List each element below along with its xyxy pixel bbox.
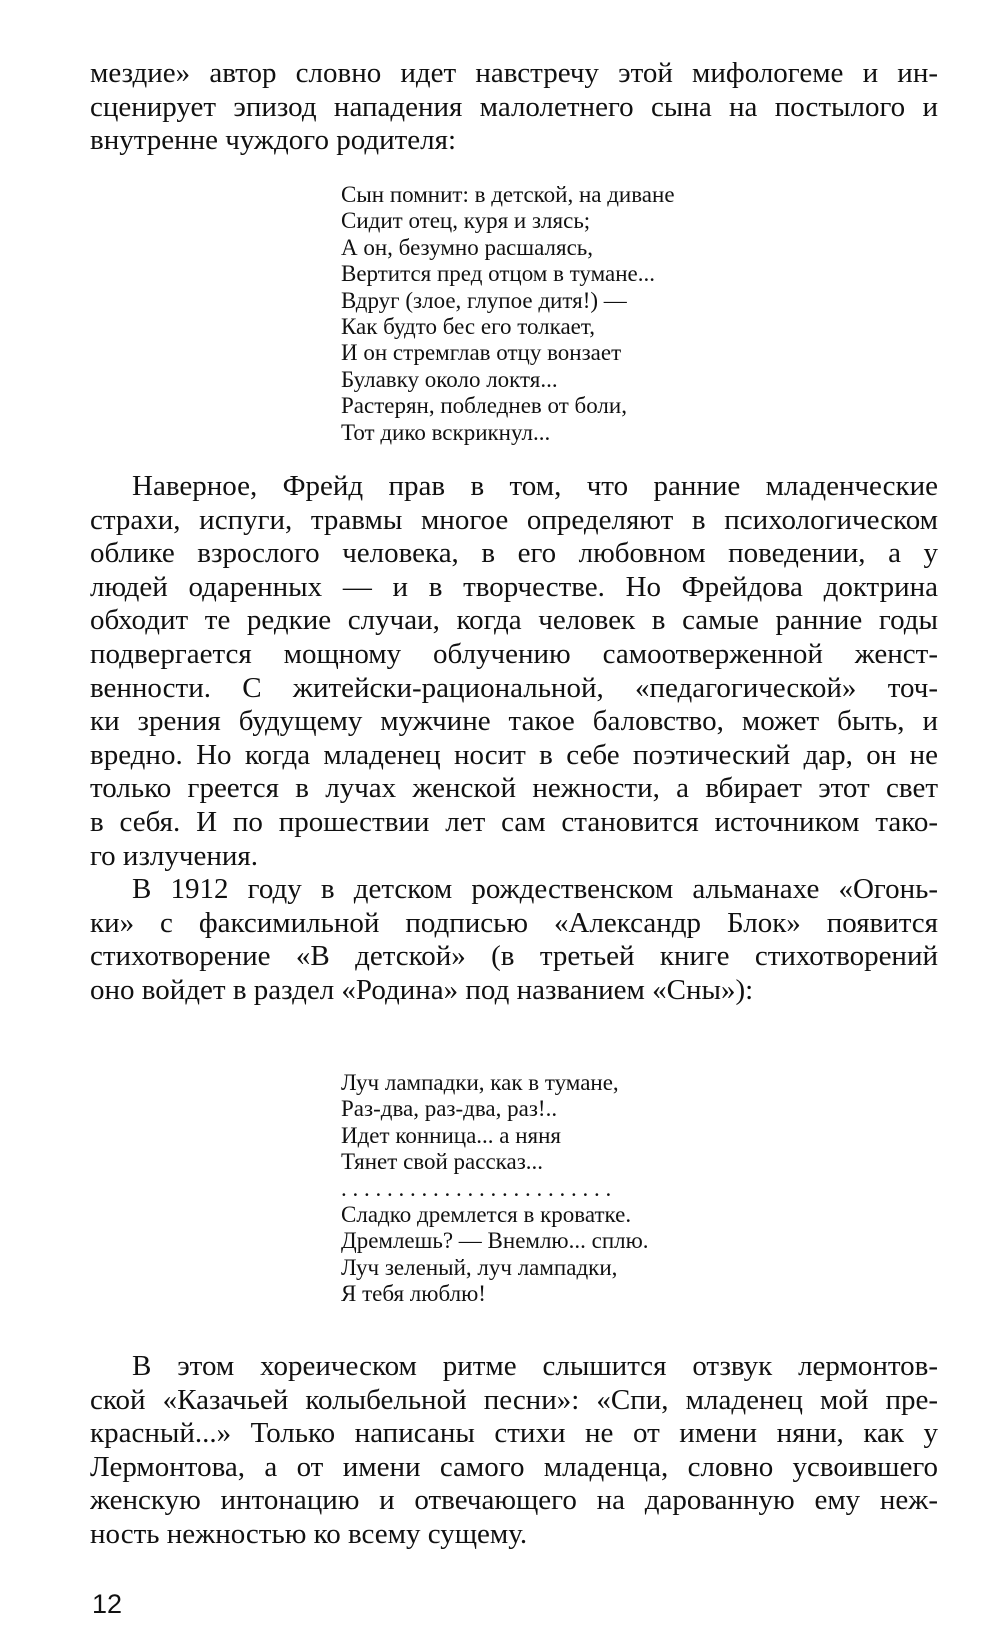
verse-ellipsis-divider: . . . . . . . . . . . . . . . . . . . . . . . . — [341, 1175, 612, 1201]
verse-line: Булавку около локтя... — [341, 366, 558, 392]
verse-line: Раз-два, раз-два, раз!.. — [341, 1096, 558, 1122]
text-line: красный...» Только написаны стихи не от имени няни, как у — [90, 1417, 938, 1450]
text-line: вредно. Но когда младенец носит в себе поэтический дар, он не — [90, 738, 938, 771]
paragraph-intro — [90, 57, 938, 158]
text-line: в себя. И по прошествии лет сам становится источником тако- — [90, 805, 938, 838]
text-line: людей одаренных — и в творчестве. Но Фрейдова доктрина — [90, 570, 938, 603]
text-line: ки» с факсимильной подписью «Александр Блок» появится — [90, 906, 938, 939]
text-line: В 1912 году в детском рождественском альманахе «Огонь- — [132, 873, 938, 905]
text-line: В этом хореическом ритме слышится отзвук лермонтов- — [132, 1350, 938, 1382]
verse-line: Сладко дремлется в кроватке. — [341, 1202, 632, 1228]
verse-line: Тянет свой рассказ... — [341, 1149, 544, 1175]
paragraph-1912 — [90, 873, 938, 1007]
text-line: мездие» автор словно идет навстречу этой мифологеме и ин- — [90, 57, 938, 89]
verse-line: А он, безумно расшалясь, — [341, 234, 594, 260]
poem-in-nursery — [341, 1070, 649, 1308]
text-line: ской «Казачьей колыбельной песни»: «Спи, младенец мой пре- — [90, 1383, 938, 1416]
verse-line: Луч лампадки, как в тумане, — [341, 1070, 619, 1095]
text-line: ки зрения будущему мужчине такое баловство, может быть, и — [90, 705, 938, 738]
verse-line: Сидит отец, куря и злясь; — [341, 208, 591, 234]
poem-son-remembers — [341, 182, 675, 446]
paragraph-freud — [90, 470, 938, 873]
page-number: 12 — [92, 1589, 123, 1619]
verse-line: И он стремглав отцу вонзает — [341, 340, 622, 366]
verse-line: Дремлешь? — Внемлю... сплю. — [341, 1228, 649, 1254]
text-line: подвергается мощному облучению самоотверженной женст- — [90, 637, 938, 670]
text-line: внутренне чуждого родителя: — [90, 124, 457, 157]
verse-line: Я тебя люблю! — [341, 1281, 486, 1307]
text-line: оно войдет в раздел «Родина» под названием «Сны»): — [90, 973, 754, 1006]
text-line: го излучения. — [90, 839, 258, 872]
verse-line: Растерян, побледнев от боли, — [341, 393, 627, 419]
verse-line: Сын помнит: в детской, на диване — [341, 182, 675, 207]
verse-line: Вертится пред отцом в тумане... — [341, 261, 655, 287]
text-line: стихотворение «В детской» (в третьей книге стихотворений — [90, 940, 938, 973]
text-line: облике взрослого человека, в его любовном поведении, а у — [90, 537, 938, 570]
text-line: Наверное, Фрейд прав в том, что ранние младенческие — [132, 470, 938, 502]
verse-line: Тот дико вскрикнул... — [341, 419, 551, 445]
paragraph-final — [90, 1350, 938, 1552]
verse-line: Как будто бес его толкает, — [341, 314, 595, 340]
verse-line: Луч зеленый, луч лампадки, — [341, 1254, 618, 1280]
text-line: сценирует эпизод нападения малолетнего сына на постылого и — [90, 90, 938, 123]
verse-line: Идет конница... а няня — [341, 1122, 562, 1148]
text-line: ность нежностью ко всему сущему. — [90, 1517, 528, 1550]
text-line: венности. С житейски-рациональной, «педагогической» точ- — [90, 671, 938, 704]
text-line: Лермонтова, а от имени самого младенца, словно усвоившего — [90, 1450, 938, 1483]
text-line: только греется в лучах женской нежности, а вбирает этот свет — [90, 772, 938, 805]
text-line: страхи, испуги, травмы многое определяют в психологическом — [90, 503, 938, 536]
verse-line: Вдруг (злое, глупое дитя!) — — [341, 287, 627, 313]
text-line: женскую интонацию и отвечающего на дарованную ему неж- — [90, 1484, 938, 1517]
text-line: обходит те редкие случаи, когда человек в самые ранние годы — [90, 604, 938, 637]
